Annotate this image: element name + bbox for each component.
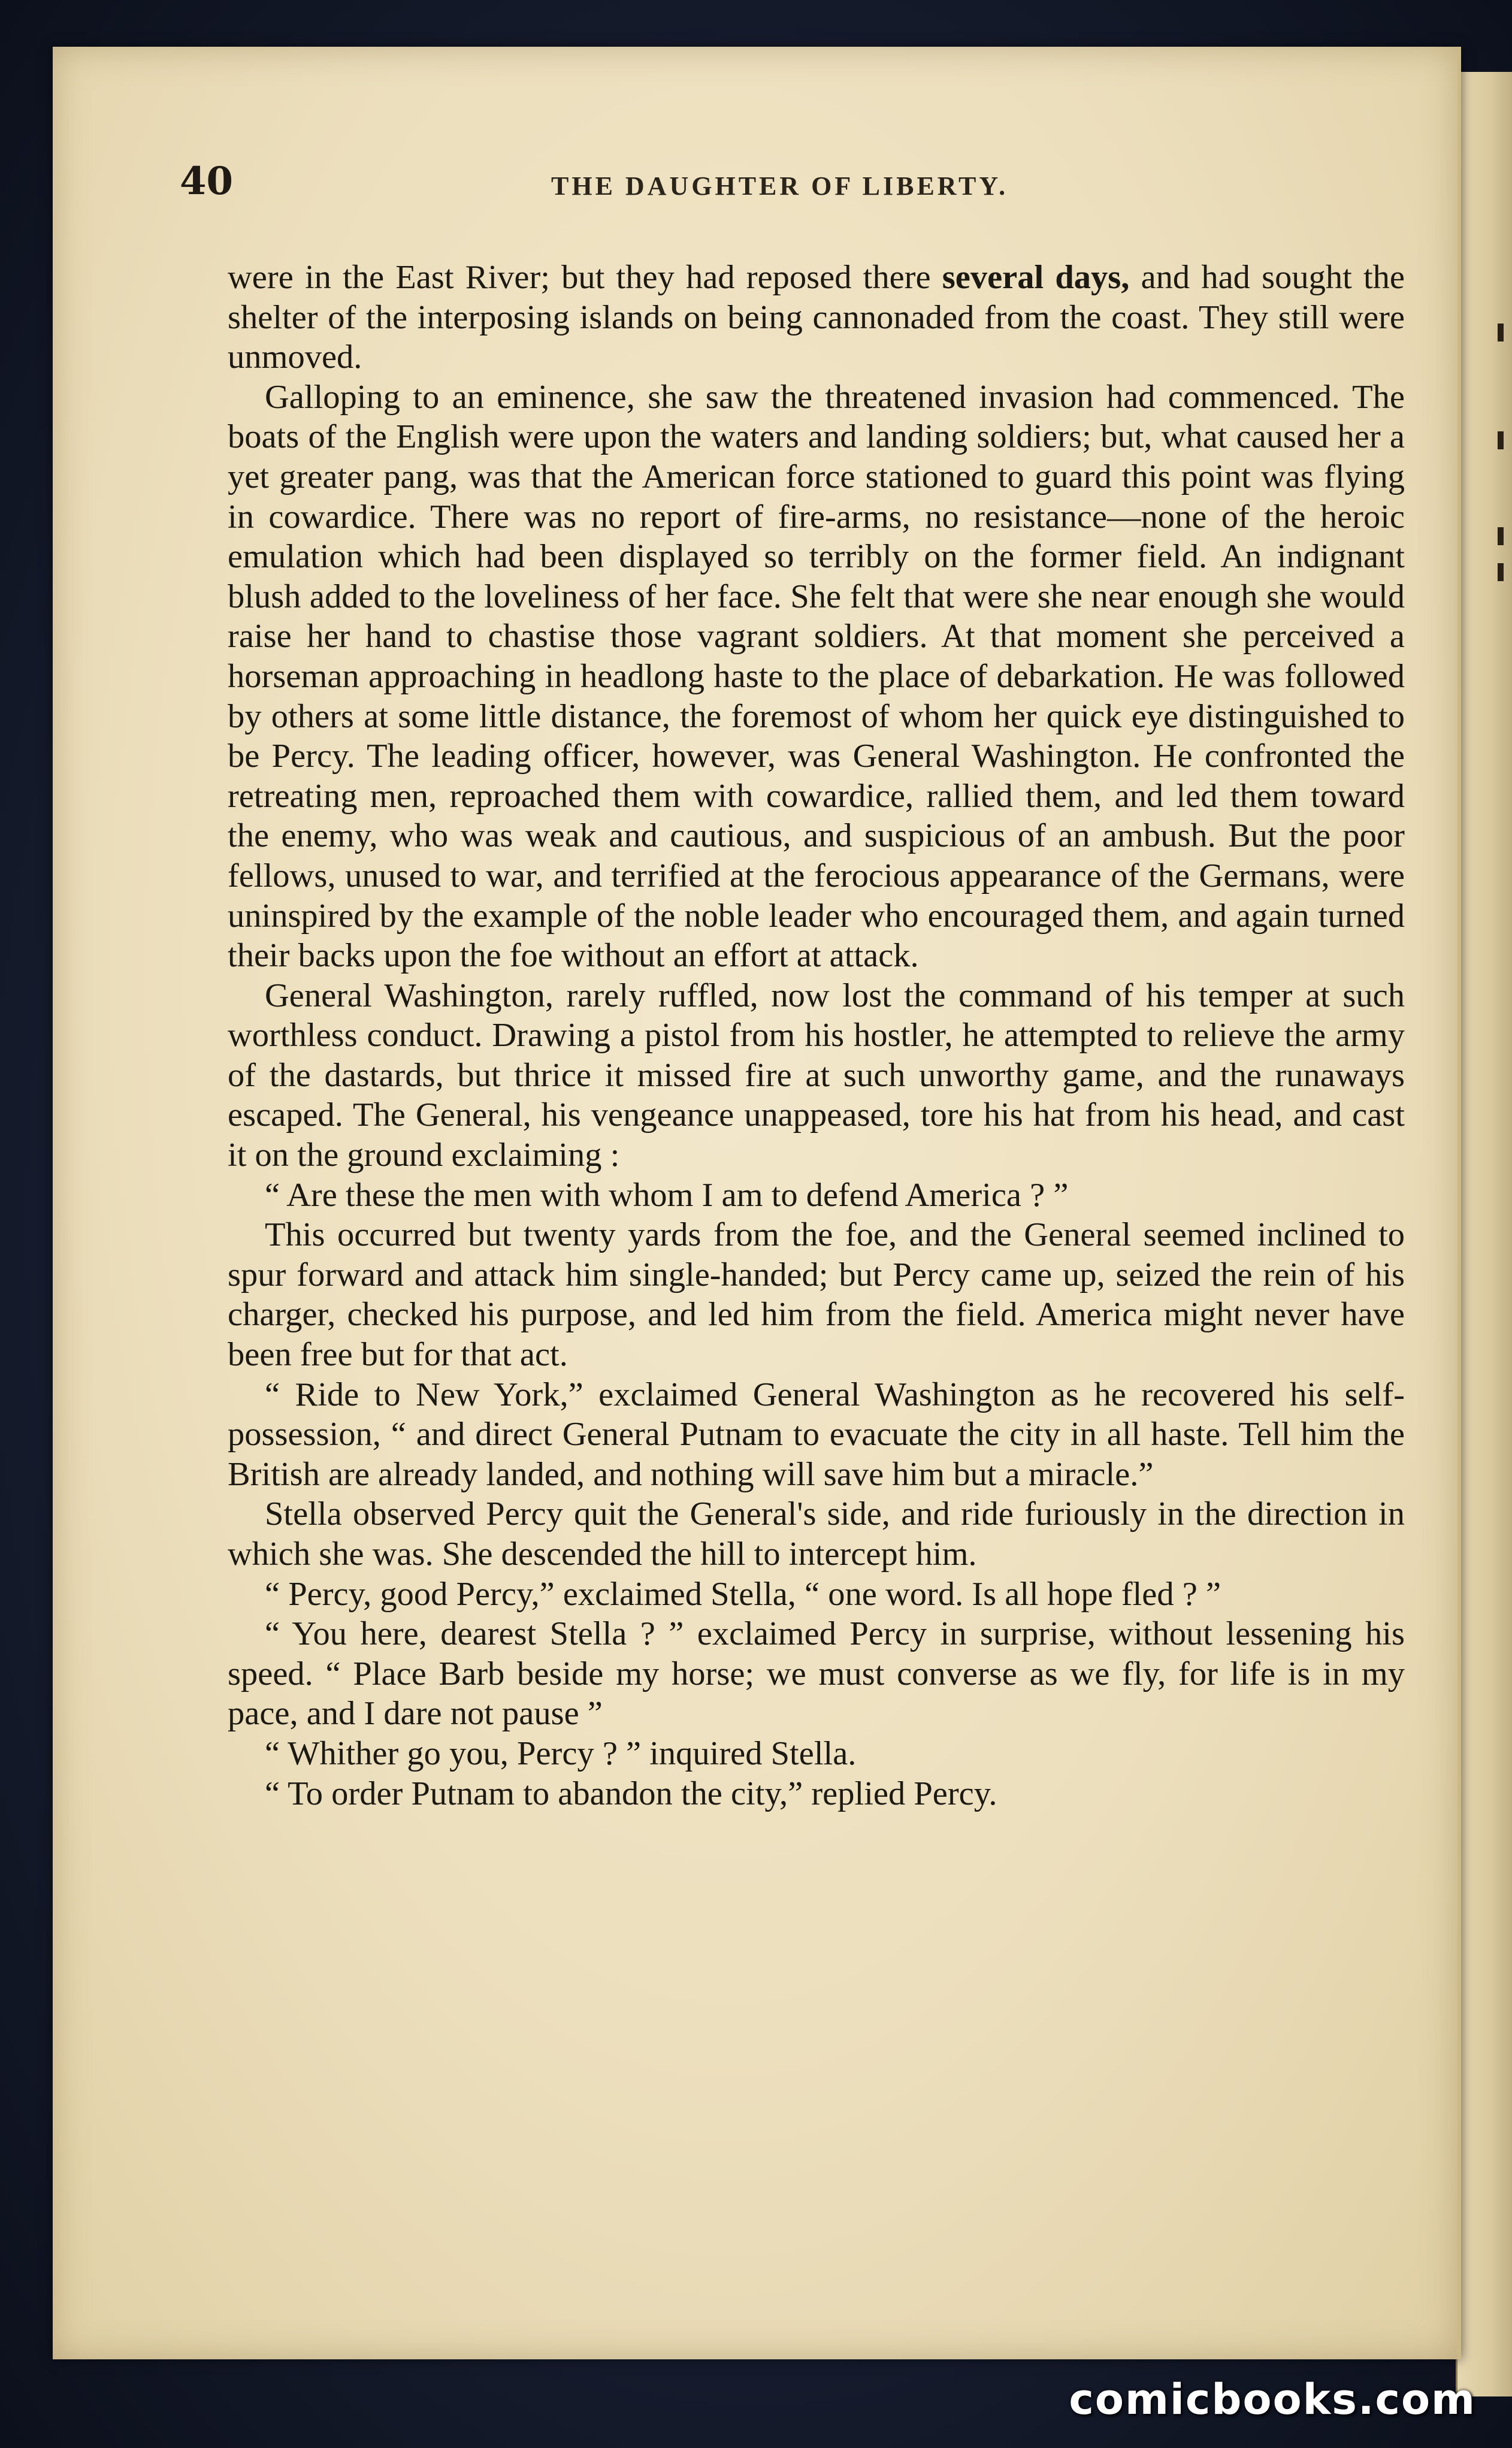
adjacent-page-glyph xyxy=(1498,324,1504,341)
paragraph: “ Percy, good Percy,” exclaimed Stella, “ one word. Is all hope fled ? ” xyxy=(265,1575,1221,1613)
paragraph: “ Are these the men with whom I am to defend America ? ” xyxy=(265,1176,1069,1214)
paragraph: “ Whither go you, Percy ? ” inquired Stella. xyxy=(265,1734,857,1772)
paragraph: This occurred but twenty yards from the foe, and the General seemed inclined to spur forward and attack him single-handed; but Percy came up, seized the rein of his charger, checked his purpose, and led him from the field. America might never have been free but for that act. xyxy=(228,1216,1405,1374)
running-head: THE DAUGHTER OF LIBERTY. xyxy=(551,171,1009,201)
paragraph: “ Ride to New York,” exclaimed General Washington as he recovered his self-possession, “ and direct General Putnam to evacuate the city in all haste. Tell him the British are already landed, and nothing will save him but a miracle.” xyxy=(228,1376,1405,1493)
bold-phrase: several days, xyxy=(942,259,1130,296)
paragraph: “ To order Putnam to abandon the city,” replied Percy. xyxy=(265,1775,997,1812)
paragraph: Stella observed Percy quit the General's side, and ride furiously in the direction in which she was. She descended the hill to intercept him. xyxy=(228,1495,1405,1573)
paragraph: “ You here, dearest Stella ? ” exclaimed Percy in surprise, without lessening his speed. “ Place Barb beside my horse; we must converse as we fly, for life is in my pace, and I dare not pause ” xyxy=(228,1615,1405,1733)
paragraph xyxy=(228,258,1405,377)
paragraph: Galloping to an eminence, she saw the threatened invasion had commenced. The boats of the English were upon the waters and landing soldiers; but, what caused her a yet greater pang, was that the American force stationed to guard this point was flying in cowardice. There was no report of fire-arms, no resistance—none of the heroic emulation which had been displayed so terribly on the former field. An indignant blush added to the loveliness of her face. She felt that were she near enough she would raise her hand to chastise those vagrant soldiers. At that moment she perceived a horseman approaching in headlong haste to the place of debarkation. He was followed by others at some little distance, the foremost of whom her quick eye distinguished to be Percy. The leading officer, however, was General Washington. He confronted the retreating men, reproached them with cowardice, rallied them, and led them toward the enemy, who was weak and cautious, and suspicious of an ambush. But the poor fellows, unused to war, and terrified at the ferocious appearance of the Germans, were uninspired by the example of the noble leader who encouraged them, and again turned their backs upon the foe without an effort at attack. xyxy=(228,378,1405,975)
paragraph-text: were in the East River; but they had reposed there xyxy=(228,259,942,296)
adjacent-page-edge xyxy=(1456,72,1512,2396)
page-body xyxy=(228,258,1405,1814)
paragraph: General Washington, rarely ruffled, now lost the command of his temper at such worthless conduct. Drawing a pistol from his hostler, he attempted to relieve the army of the dastards, but thrice it missed fire at such unworthy game, and the runaways escaped. The General, his vengeance unappeased, tore his hat from his head, and cast it on the ground exclaiming : xyxy=(228,977,1405,1174)
adjacent-page-glyph xyxy=(1498,563,1504,581)
page-header xyxy=(180,159,1402,213)
paragraph-text: and had sought the shelter of the interposing islands on being cannonaded from the coast. They still were unmoved. xyxy=(228,259,1405,376)
adjacent-page-glyph xyxy=(1498,431,1504,449)
page-number: 40 xyxy=(180,159,234,204)
site-watermark: comicbooks.com xyxy=(1069,2375,1476,2424)
adjacent-page-glyph xyxy=(1498,527,1504,545)
